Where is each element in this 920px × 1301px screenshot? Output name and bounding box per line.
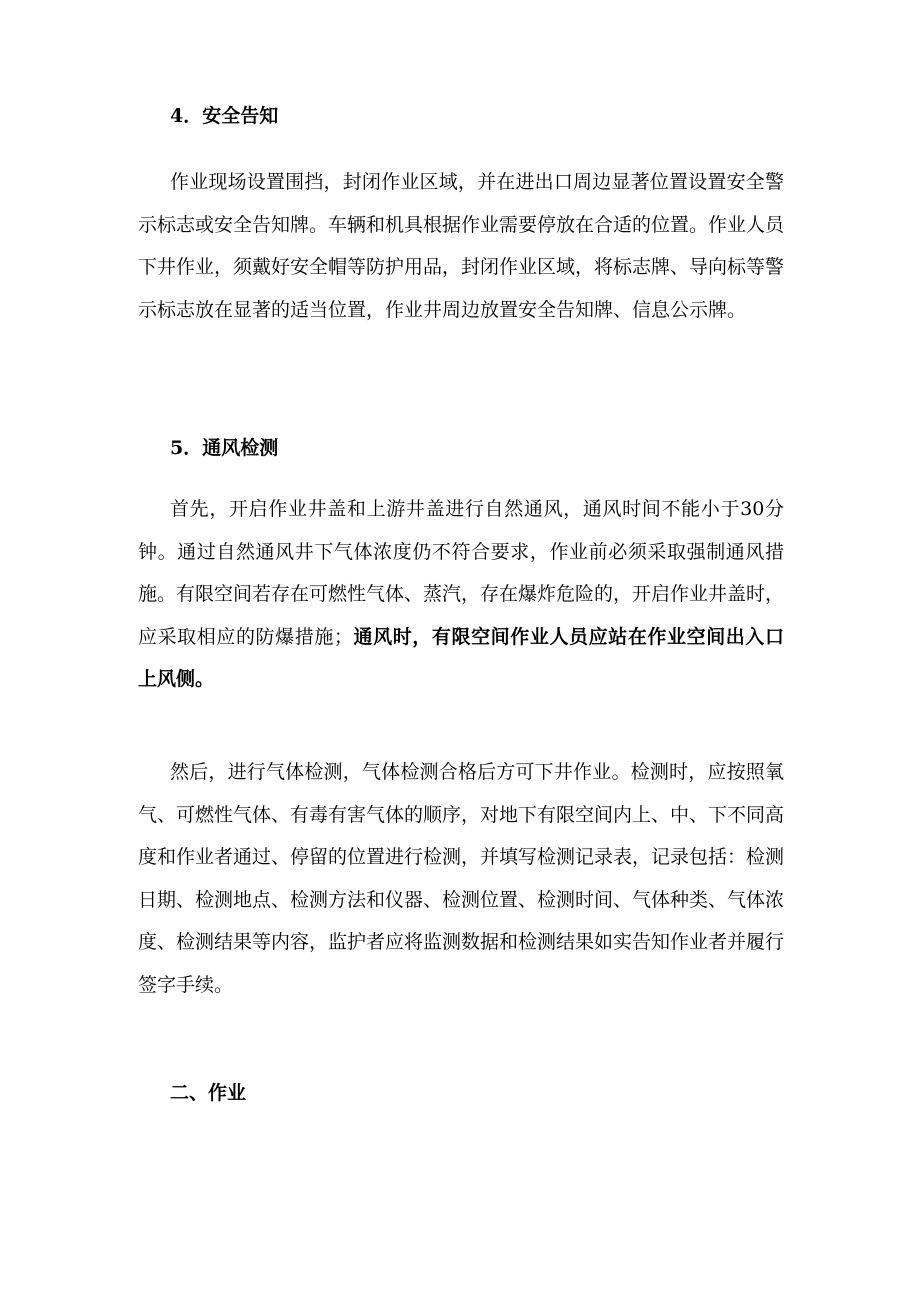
section-5-paragraph-1: [138, 488, 784, 701]
section-5-number: 5: [170, 437, 184, 459]
part-2-heading: 二、作业: [170, 1082, 247, 1104]
section-5-heading: [170, 436, 278, 460]
paragraph-1-number: 30: [740, 498, 765, 520]
section-4-number: 4: [170, 105, 184, 127]
section-4-paragraph: 作业现场设置围挡，封闭作业区域，并在进出口周边显著位置设置安全警示标志或安全告知牌。车辆和机具根据作业需要停放在合适的位置。作业人员下井作业，须戴好安全帽等防护用品，封闭作业区域，将标志牌、导向标等警示标志放在显著的适当位置，作业井周边放置安全告知牌、信息公示牌。: [138, 171, 785, 321]
paragraph-1-bold-text: 通风时，有限空间作业人员应站在作业空间出入口上风侧。: [138, 625, 784, 690]
section-5-paragraph-2: 然后，进行气体检测，气体检测合格后方可下井作业。检测时，应按照氧气、可燃性气体、有毒有害气体的顺序，对地下有限空间内上、中、下不同高度和作业者通过、停留的位置进行检测，并填写检测记录表，记录包括：检测日期、检测地点、检测方法和仪器、检测位置、检测时间、气体种类、气体浓度、检测结果等内容，监护者应将监测数据和检测结果如实告知作业者并履行签字手续。: [138, 761, 785, 996]
paragraph-1-text-b: 分钟。通过自然通风井下气体浓度仍不符合要求，作业前必须采取强制通风措施。有限空间若存在可燃性气体、蒸汽，存在爆炸危险的，开启作业井盖时，应采取相应的防爆措施；: [138, 498, 785, 648]
section-5-title: ．通风检测: [183, 437, 279, 459]
paragraph-1-text-a: 首先，开启作业井盖和上游井盖进行自然通风，通风时间不能小于: [170, 498, 741, 520]
section-4-heading: [170, 104, 278, 128]
section-4-title: ．安全告知: [183, 105, 279, 127]
